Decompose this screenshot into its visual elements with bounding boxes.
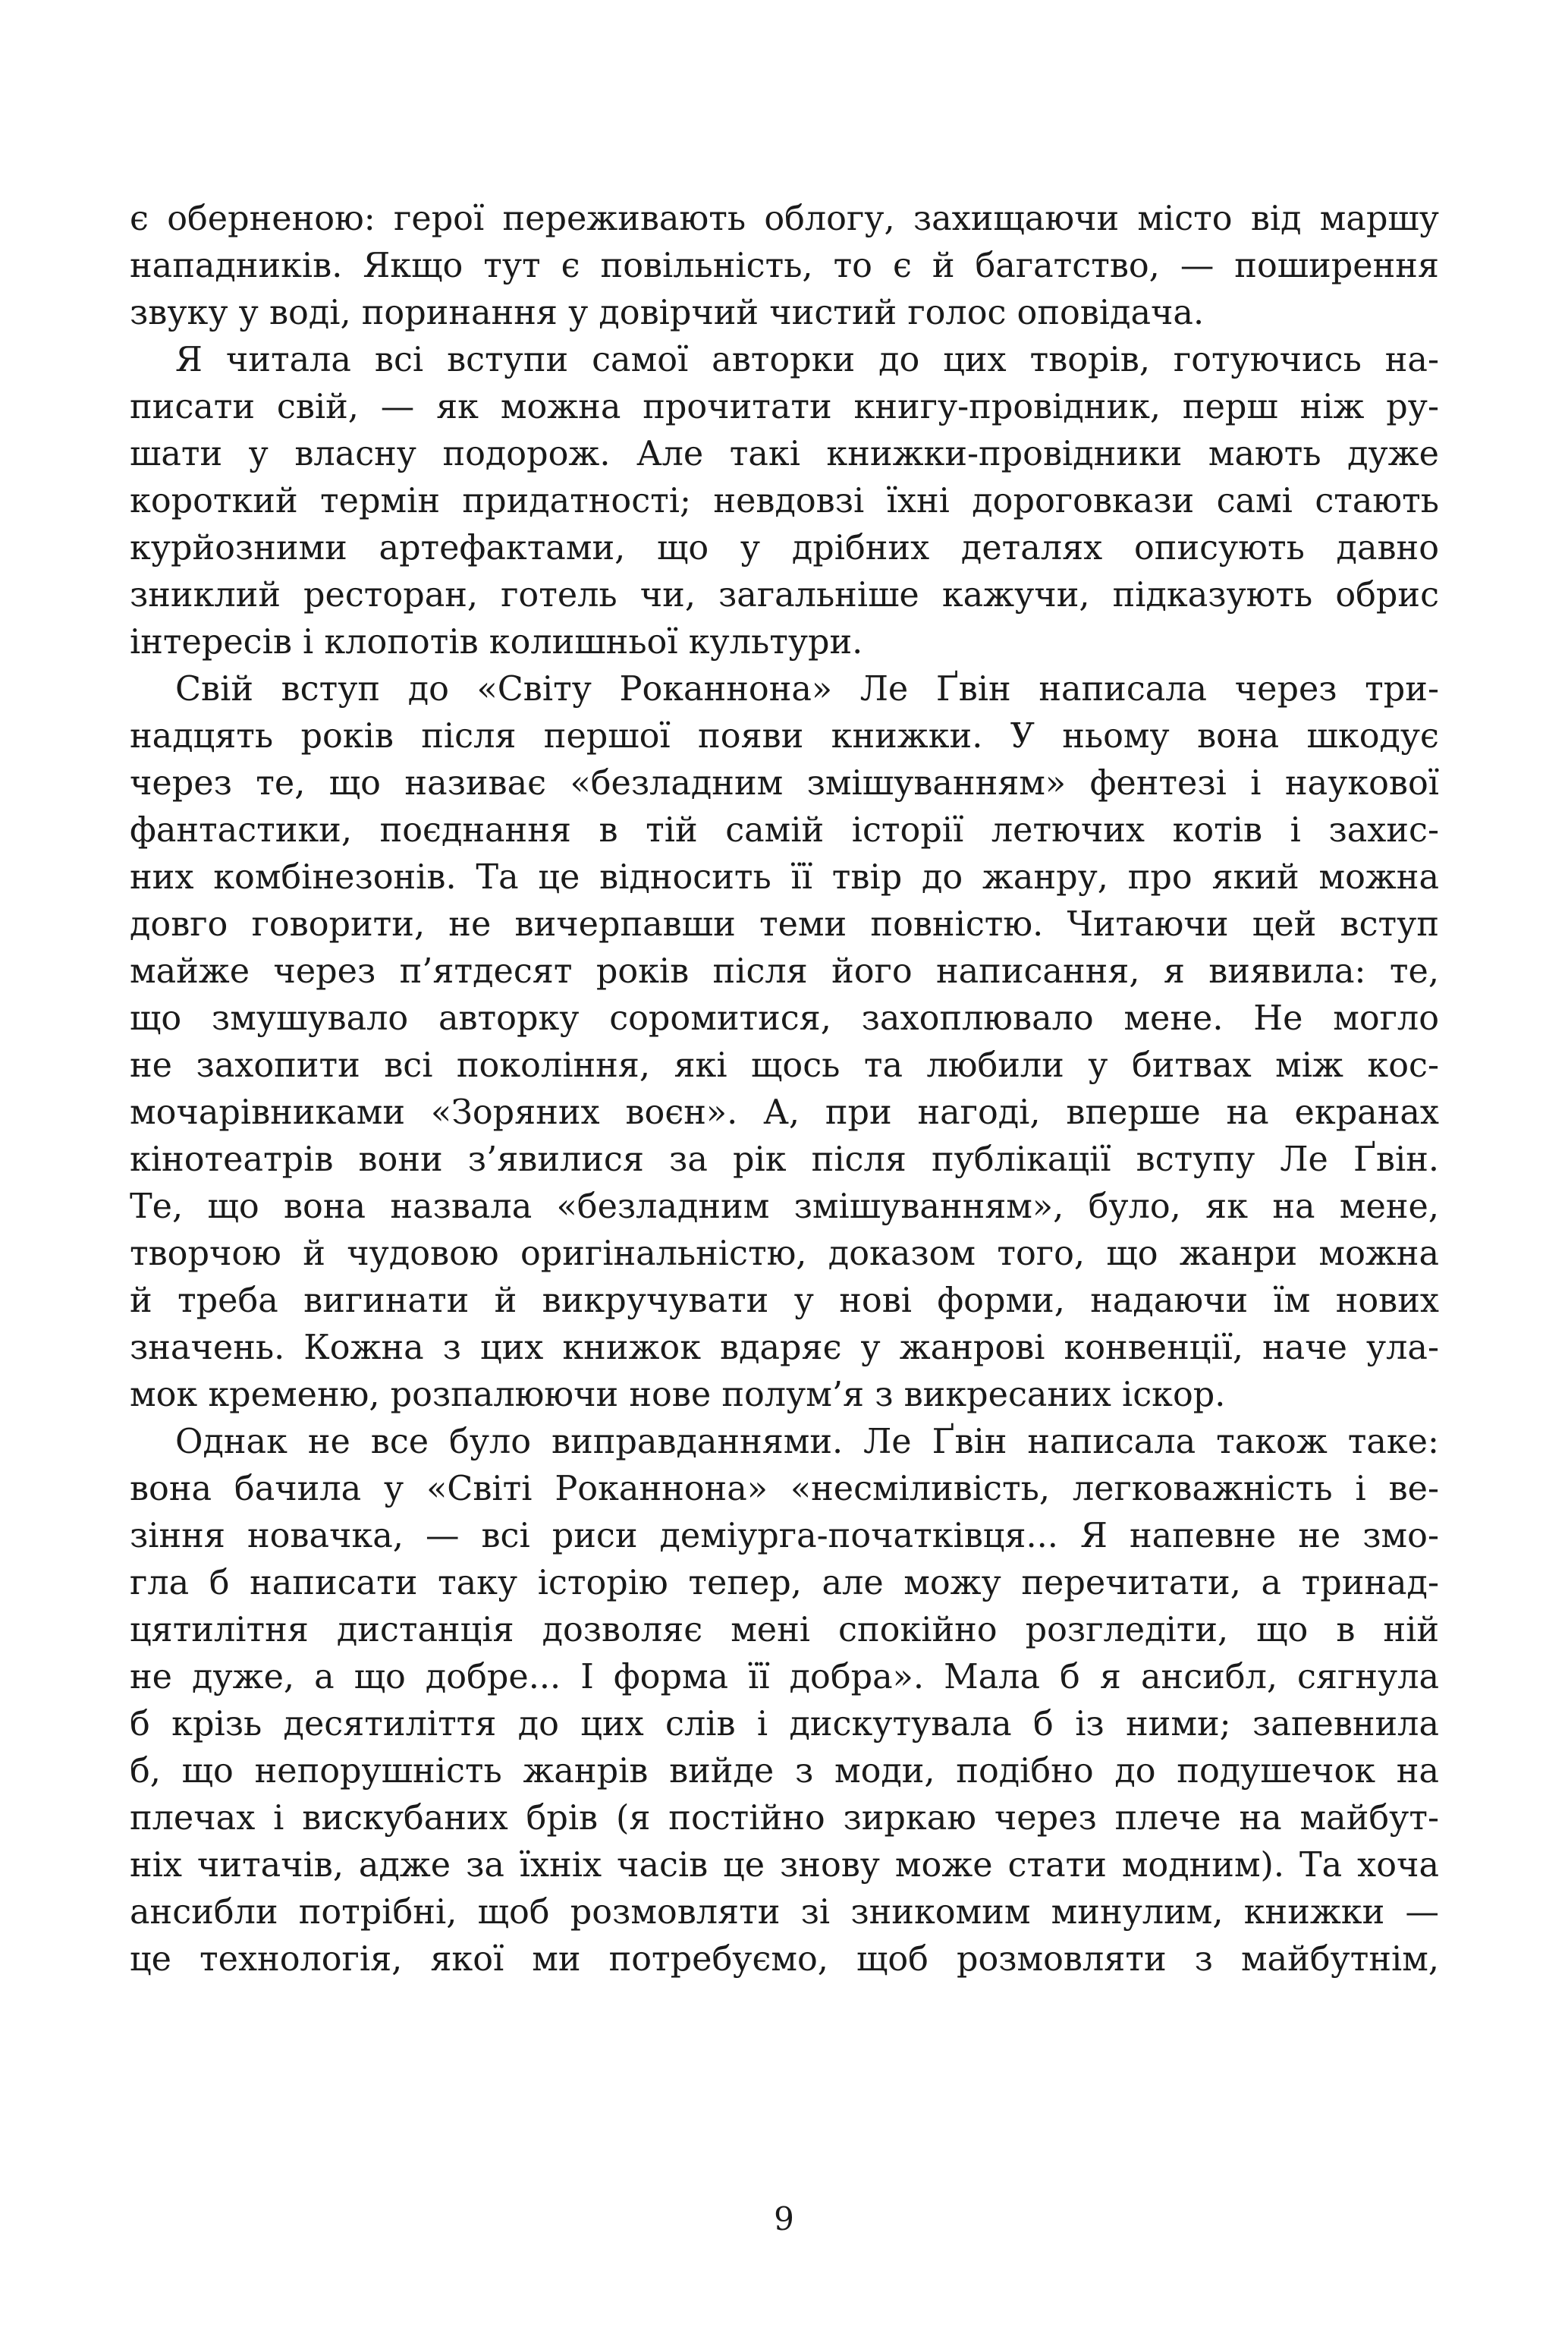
text-line: Те, що вона назвала «безладним змішуванням», було, як на мене, xyxy=(130,1187,1439,1226)
text-line: Я читала всі вступи самої авторки до цих творів, готуючись на- xyxy=(175,341,1439,379)
body-text xyxy=(130,196,1439,1983)
text-line: курйозними артефактами, що у дрібних деталях описують давно xyxy=(130,529,1439,568)
text-line: мочарівниками «Зоряних воєн». А, при нагоді, вперше на екранах xyxy=(130,1093,1439,1132)
text-line: значень. Кожна з цих книжок вдаряє у жанрові конвенції, наче ула- xyxy=(130,1329,1439,1367)
text-line: майже через п’ятдесят років після його написання, я виявила: те, xyxy=(130,952,1439,991)
text-line: гла б написати таку історію тепер, але можу перечитати, а тринад- xyxy=(130,1564,1439,1602)
text-line: зіння новачка, — всі риси деміурга-початківця... Я напевне не змо- xyxy=(130,1517,1439,1555)
text-line: й треба вигинати й викручувати у нові форми, надаючи їм нових xyxy=(130,1281,1439,1320)
text-line: плечах і вискубаних брів (я постійно зиркаю через плече на майбут- xyxy=(130,1799,1439,1838)
text-line: що змушувало авторку соромитися, захоплювало мене. Не могло xyxy=(130,999,1439,1038)
text-line: творчою й чудовою оригінальністю, доказом того, що жанри можна xyxy=(130,1234,1439,1273)
text-line: це технологія, якої ми потребуємо, щоб розмовляти з майбутнім, xyxy=(130,1940,1439,1979)
text-line: не дуже, а що добре... І форма її добра». Мала б я ансибл, сягнула xyxy=(130,1658,1439,1696)
text-line: них комбінезонів. Та це відносить її твір до жанру, про який можна xyxy=(130,858,1439,897)
page-number: 9 xyxy=(774,2200,794,2237)
text-line: б, що непорушність жанрів вийде з моди, подібно до подушечок на xyxy=(130,1752,1439,1791)
text-line: мок кременю, розпалюючи нове полум’я з викресаних іскор. xyxy=(130,1376,1226,1414)
text-line: надцять років після першої появи книжки. У ньому вона шкодує xyxy=(130,717,1439,756)
text-line: Однак не все було виправданнями. Ле Ґвін написала також таке: xyxy=(175,1423,1439,1461)
text-line: зниклий ресторан, готель чи, загальніше кажучи, підказують обрис xyxy=(130,576,1439,615)
text-line: кінотеатрів вони з’явилися за рік після публікації вступу Ле Ґвін. xyxy=(130,1140,1439,1179)
text-line: інтересів і клопотів колишньої культури. xyxy=(130,623,863,662)
text-line: не захопити всі покоління, які щось та любили у битвах між кос- xyxy=(130,1046,1439,1085)
text-line: вона бачила у «Світі Роканнона» «несміливість, легковажність і ве- xyxy=(130,1470,1439,1508)
text-line: короткий термін придатності; невдовзі їхні дороговкази самі стають xyxy=(130,482,1439,520)
text-line: через те, що називає «безладним змішуванням» фентезі і наукової xyxy=(130,764,1439,803)
text-line: є оберненою: герої переживають облогу, захищаючи місто від маршу xyxy=(130,200,1439,238)
text-line: писати свій, — як можна прочитати книгу-провідник, перш ніж ру- xyxy=(130,388,1439,426)
text-line: нападників. Якщо тут є повільність, то є й багатство, — поширення xyxy=(130,247,1439,285)
text-line: фантастики, поєднання в тій самій історії летючих котів і захис- xyxy=(130,811,1439,850)
text-line: ансибли потрібні, щоб розмовляти зі зникомим минулим, книжки — xyxy=(130,1893,1439,1932)
text-line: цятилітня дистанція дозволяє мені спокійно розгледіти, що в ній xyxy=(130,1611,1439,1649)
text-line: б крізь десятиліття до цих слів і дискутувала б із ними; запевнила xyxy=(130,1705,1439,1744)
text-line: звуку у воді, поринання у довірчий чистий голос оповідача. xyxy=(130,294,1205,332)
text-line: ніх читачів, адже за їхніх часів це знову може стати модним). Та хоча xyxy=(130,1846,1439,1885)
text-line: шати у власну подорож. Але такі книжки-провідники мають дуже xyxy=(130,435,1439,473)
text-line: Свій вступ до «Світу Роканнона» Ле Ґвін написала через три- xyxy=(175,670,1439,709)
text-line: довго говорити, не вичерпавши теми повністю. Читаючи цей вступ xyxy=(130,905,1439,944)
